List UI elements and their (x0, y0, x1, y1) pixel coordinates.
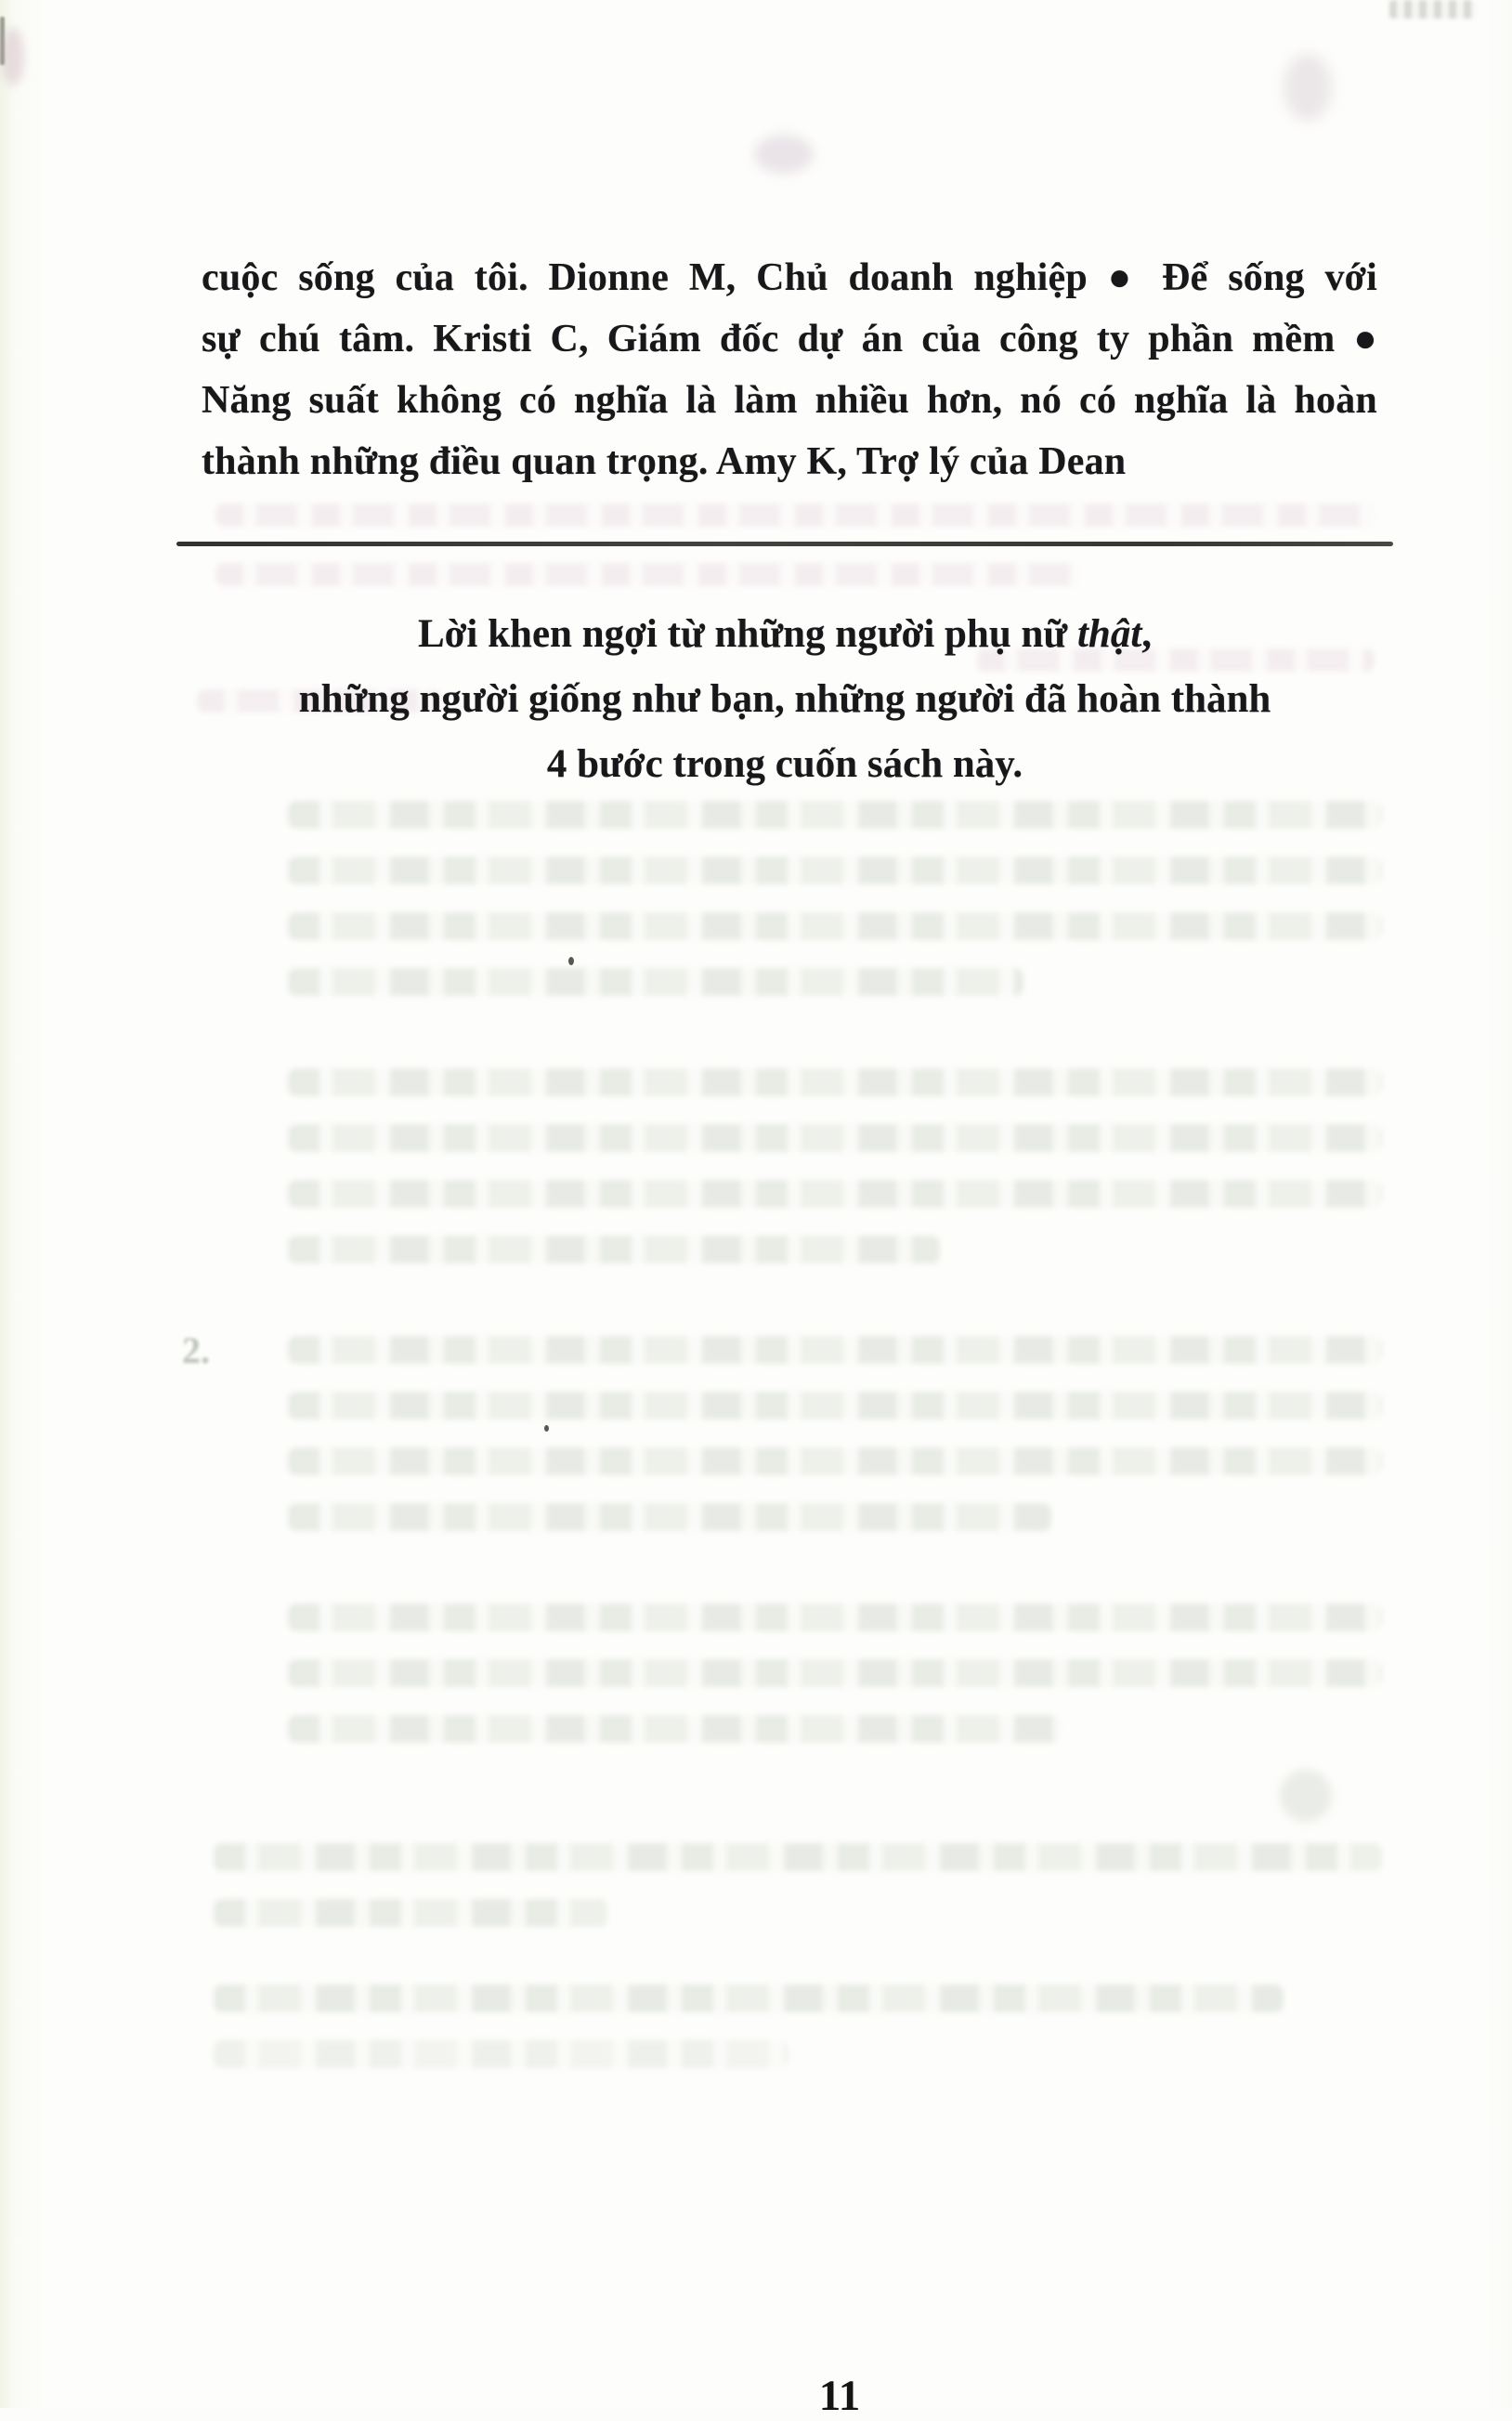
bleed-through-line (288, 857, 1382, 884)
bleed-through-line (288, 1336, 1382, 1364)
scan-edge-smudge (2, 28, 24, 85)
divider-rule (176, 542, 1393, 546)
bleed-through-line (288, 801, 1382, 829)
scan-smudge (754, 135, 814, 174)
bleed-through-line (288, 1392, 1382, 1420)
section-heading (167, 602, 1402, 797)
heading-line-2: những người giống như bạn, những người đã hoàn thành (298, 677, 1271, 721)
scan-edge-smudge (1389, 0, 1475, 19)
testimonial-line: cuộc sống của tôi. Dionne M, Chủ doanh nghiệp ● Để sống với (202, 256, 1377, 299)
scan-smudge (1280, 1770, 1332, 1822)
testimonial-line: thành những điều quan trọng. Amy K, Trợ lý của Dean (202, 440, 1127, 483)
bleed-through-list-marker: 2. (182, 1329, 210, 1371)
bleed-through-line (288, 1715, 1061, 1743)
testimonial-line: sự chú tâm. Kristi C, Giám đốc dự án của công ty phần mềm ● (202, 318, 1377, 360)
bleed-through-line (214, 1984, 1284, 2012)
bleed-through-line (288, 1236, 940, 1263)
testimonial-paragraph (202, 247, 1377, 492)
heading-line-3: 4 bước trong cuốn sách này. (546, 742, 1023, 786)
page-number: 11 (818, 2372, 861, 2420)
scan-smudge (1284, 54, 1332, 121)
bleed-through-line (288, 912, 1382, 940)
bleed-through-line (288, 1503, 1051, 1531)
testimonial-line: Năng suất không có nghĩa là làm nhiều hơn, nó có nghĩa là hoàn (202, 379, 1377, 422)
heading-italic-word: thật (1076, 612, 1142, 656)
bleed-through-line (288, 1180, 1382, 1208)
bleed-through-line (288, 1447, 1382, 1475)
bleed-through-line (288, 1603, 1382, 1631)
bleed-through-line (288, 1068, 1382, 1096)
bleed-through-line (215, 504, 1375, 527)
bleed-through-line (288, 1659, 1382, 1687)
scan-speck (568, 957, 574, 965)
scan-speck (544, 1425, 549, 1432)
heading-line-1: Lời khen ngợi từ những người phụ nữ thật, (417, 612, 1153, 656)
bleed-through-line (215, 563, 1079, 586)
bleed-through-line (214, 1899, 607, 1927)
bleed-through-line (214, 1843, 1382, 1871)
bleed-through-line (214, 2040, 788, 2068)
bleed-through-line (288, 1124, 1382, 1152)
bleed-through-line (288, 968, 1023, 996)
